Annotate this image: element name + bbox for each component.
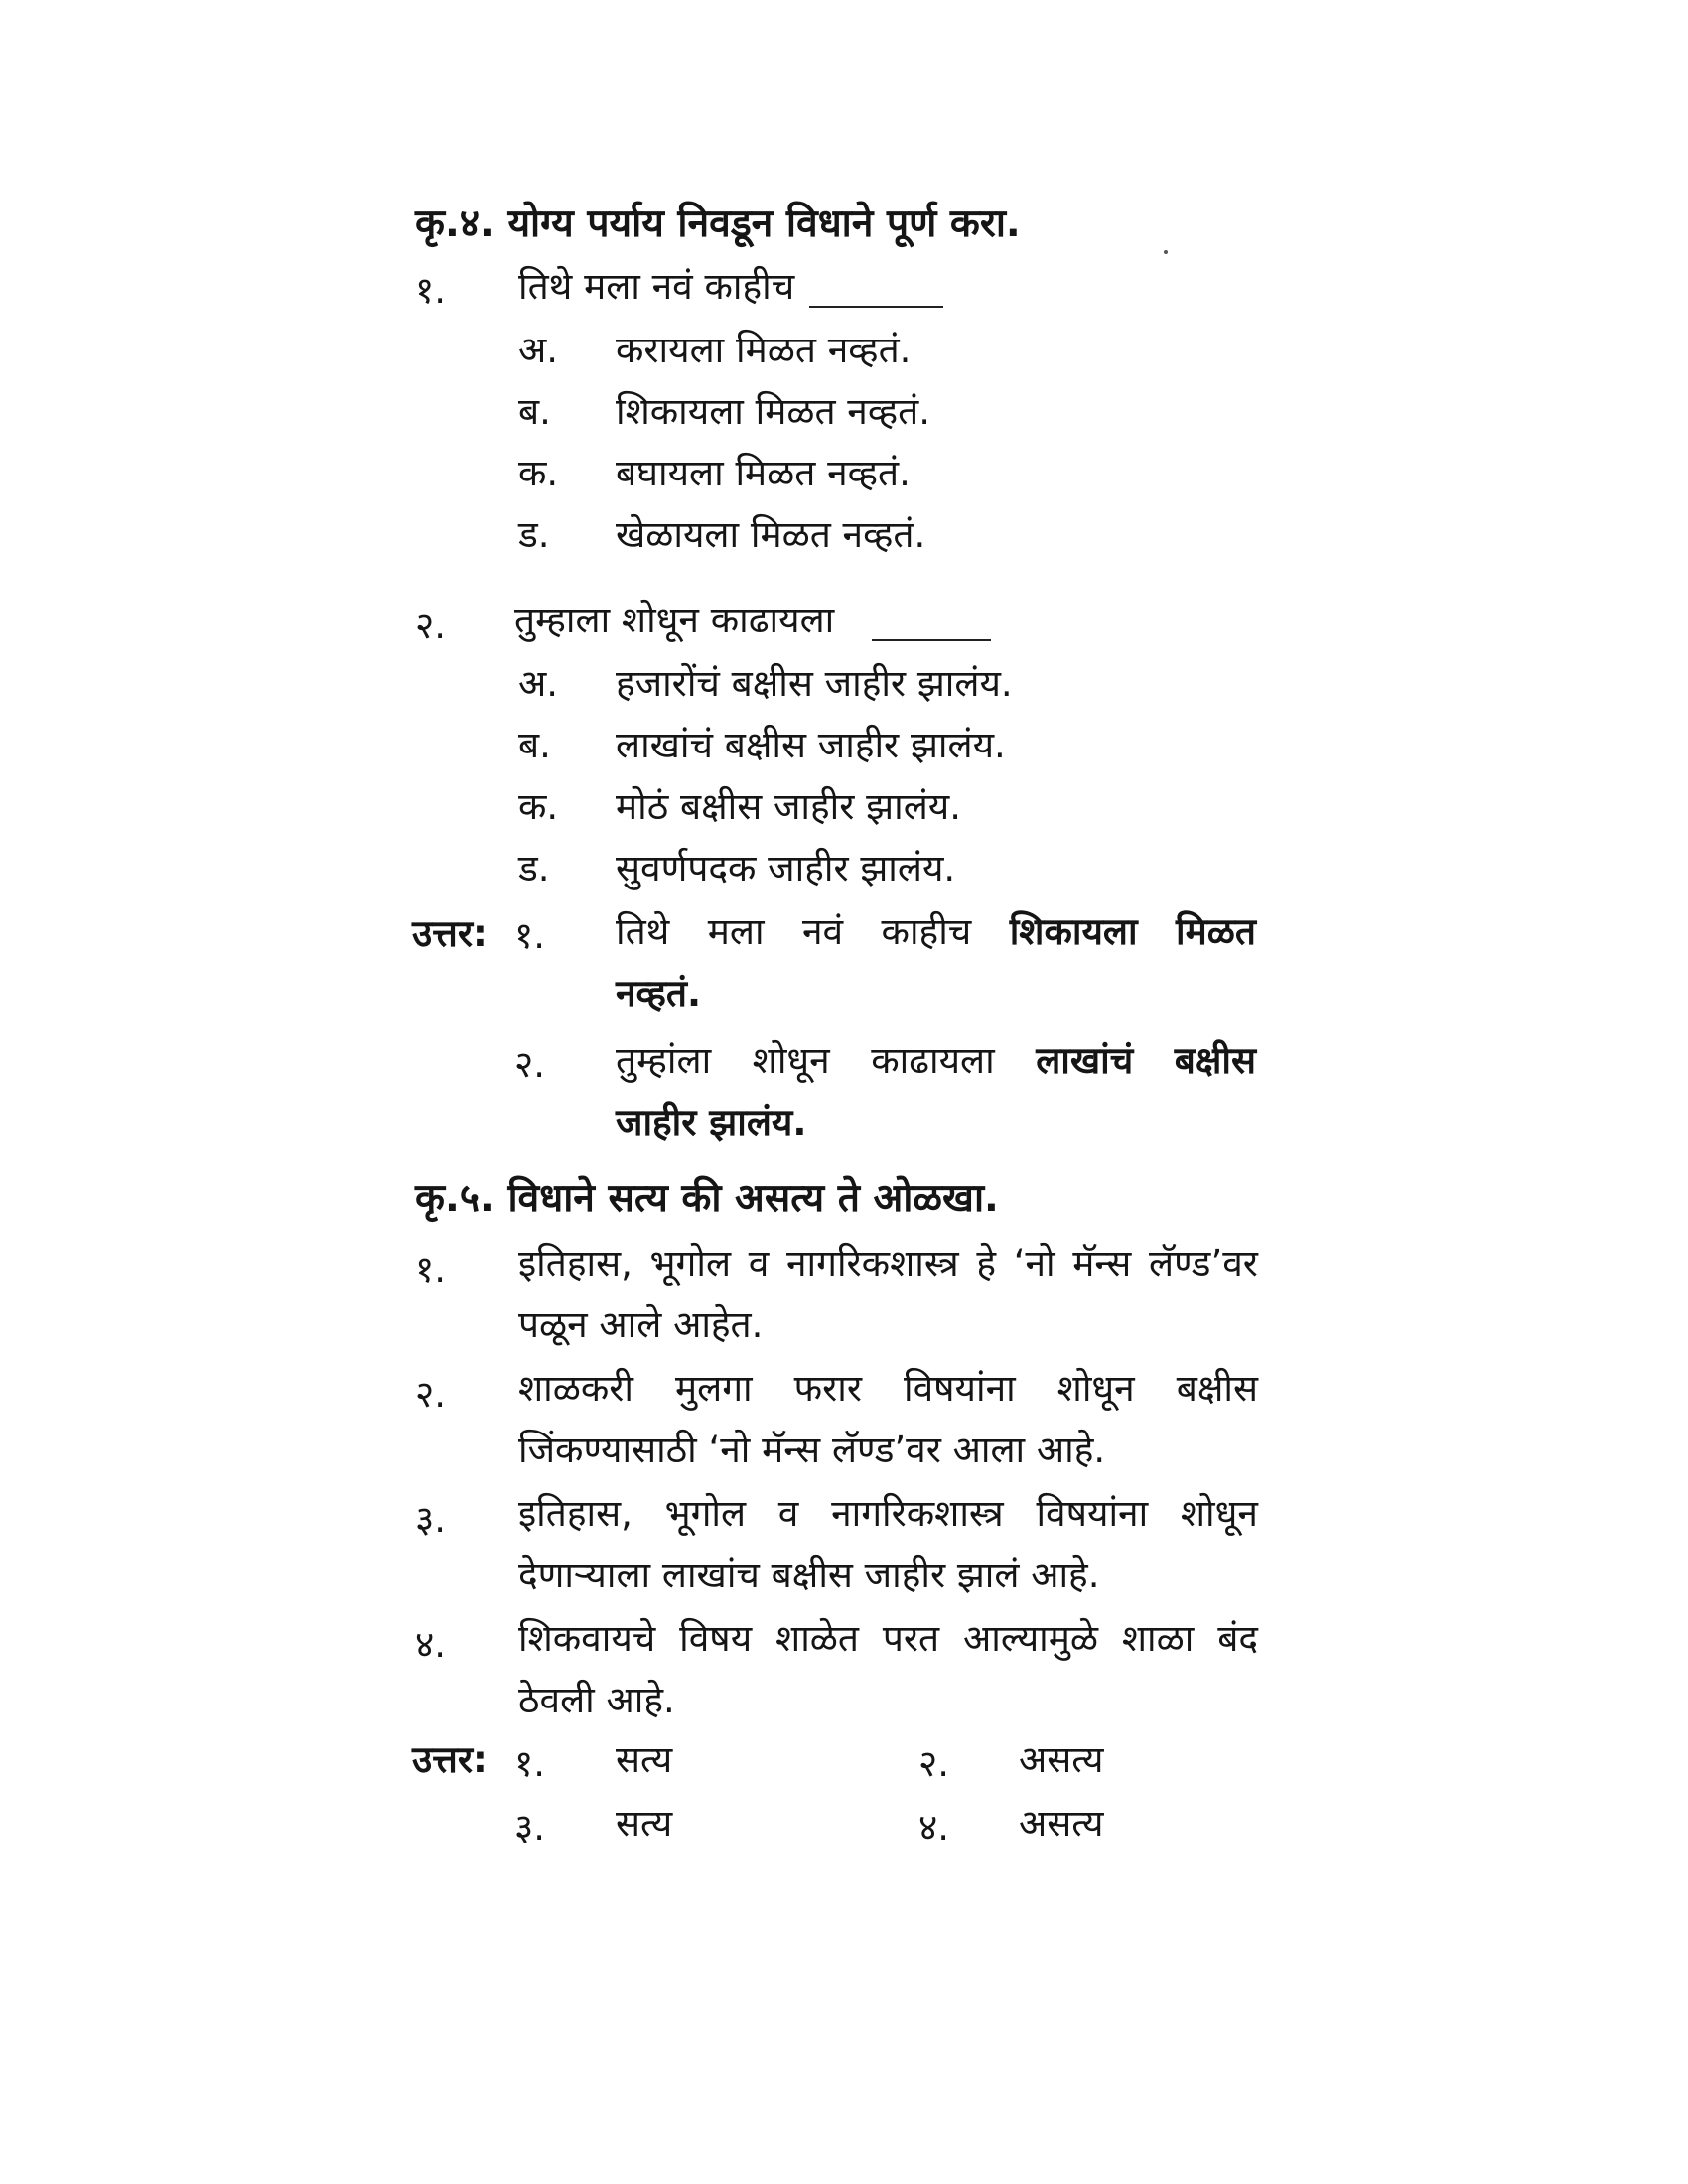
q4-item2-option-b-label: ब. — [518, 724, 551, 766]
word: शोधून — [1056, 1367, 1135, 1410]
word: व — [748, 1242, 770, 1285]
q4-answer1-number: १. — [514, 914, 546, 957]
word: बंद — [1217, 1617, 1258, 1660]
scan-speck — [1164, 250, 1168, 254]
word: विषयांना — [1036, 1492, 1149, 1535]
word: परत — [882, 1617, 940, 1660]
word: तुम्हांला — [616, 1039, 712, 1082]
q5-statement3-line2: देणाऱ्याला लाखांच बक्षीस जाहीर झालं आहे. — [518, 1554, 1100, 1596]
q4-answer2-number: २. — [514, 1043, 546, 1086]
q4-item1-blank — [809, 306, 943, 308]
word: नवं — [802, 910, 844, 953]
q4-answer1-line1 — [616, 910, 1256, 953]
word: शिकवायचे — [518, 1617, 656, 1660]
q4-item1-option-d-label: ड. — [518, 513, 550, 556]
word: लॅण्ड’वर — [1149, 1242, 1258, 1285]
q4-answer2-line2: जाहीर झालंय. — [616, 1101, 807, 1144]
word: आल्यामुळे — [963, 1617, 1099, 1660]
word: मुलगा — [674, 1367, 753, 1410]
q4-answer-label: उत्तर: — [412, 912, 488, 955]
word: विषयांना — [903, 1367, 1016, 1410]
word: काहीच — [881, 910, 972, 953]
q5-statement2-line2: जिंकण्यासाठी ‘नो मॅन्स लॅण्ड’वर आला आहे. — [518, 1429, 1106, 1471]
q4-item1-option-c-text: बघायला मिळत नव्हतं. — [616, 452, 911, 494]
q5-statement4-number: ४. — [415, 1623, 447, 1666]
q4-item1-option-d-text: खेळायला मिळत नव्हतं. — [616, 513, 926, 556]
q5-answer3-number: ३. — [514, 1806, 546, 1848]
q4-item2-option-a-label: अ. — [518, 662, 559, 705]
q5-answer2-value: असत्य — [1019, 1738, 1104, 1781]
word: फरार — [793, 1367, 862, 1410]
word: शाळेत — [775, 1617, 859, 1660]
q4-item1-option-b-label: ब. — [518, 390, 551, 433]
q4-item2-option-b-text: लाखांचं बक्षीस जाहीर झालंय. — [616, 724, 1006, 766]
word: तिथे — [616, 910, 670, 953]
answer-word: शिकायला — [1009, 910, 1138, 953]
q4-item2-option-a-text: हजारोंचं बक्षीस जाहीर झालंय. — [616, 662, 1013, 705]
word: शाळकरी — [518, 1367, 633, 1410]
q4-item2-option-d-label: ड. — [518, 847, 550, 889]
word: शाळा — [1121, 1617, 1195, 1660]
q4-item1-option-a-text: करायला मिळत नव्हतं. — [616, 329, 912, 371]
answer-word: लाखांचं — [1036, 1039, 1134, 1082]
q5-answer1-value: सत्य — [616, 1738, 673, 1781]
word: मॅन्स — [1072, 1242, 1132, 1285]
q4-item1-number: १. — [415, 269, 447, 312]
word: इतिहास, — [518, 1242, 633, 1285]
word: भूगोल — [664, 1492, 747, 1535]
q5-answer3-value: सत्य — [616, 1802, 673, 1844]
answer-word: बक्षीस — [1174, 1039, 1256, 1082]
q5-statement2-number: २. — [415, 1373, 447, 1416]
word: काढायला — [871, 1039, 995, 1082]
q4-answer2-line1 — [616, 1039, 1256, 1082]
q4-item2-number: २. — [415, 605, 447, 647]
q5-statement3-number: ३. — [415, 1498, 447, 1541]
answer-word: मिळत — [1176, 910, 1256, 953]
word: व — [777, 1492, 799, 1535]
q5-statement4-line1 — [518, 1617, 1258, 1660]
q5-statement1-line1 — [518, 1242, 1258, 1285]
q4-item2-stem: तुम्हाला शोधून काढायला — [514, 599, 835, 641]
q4-item1-option-b-text: शिकायला मिळत नव्हतं. — [616, 390, 931, 433]
word: शोधून — [1180, 1492, 1258, 1535]
q5-answer2-number: २. — [918, 1742, 950, 1785]
q5-answer1-number: १. — [514, 1742, 546, 1785]
q5-statement1-number: १. — [415, 1248, 447, 1291]
q5-statement3-line1 — [518, 1492, 1258, 1535]
word: शोधून — [752, 1039, 830, 1082]
q4-item1-option-c-label: क. — [518, 452, 559, 494]
word: मला — [707, 910, 765, 953]
word: भूगोल — [649, 1242, 732, 1285]
q5-statement1-line2: पळून आले आहेत. — [518, 1303, 764, 1346]
q4-item2-option-c-text: मोठं बक्षीस जाहीर झालंय. — [616, 785, 962, 828]
word: इतिहास, — [518, 1492, 633, 1535]
word: हे — [976, 1242, 996, 1285]
word: विषय — [679, 1617, 753, 1660]
q5-answer-label: उत्तर: — [412, 1738, 488, 1781]
q4-item1-option-a-label: अ. — [518, 329, 559, 371]
q5-heading: कृ.५. विधाने सत्य की असत्य ते ओळखा. — [415, 1176, 999, 1221]
word: ‘नो — [1013, 1242, 1055, 1285]
q5-statement2-line1 — [518, 1367, 1258, 1410]
word: नागरिकशास्त्र — [786, 1242, 959, 1285]
q4-item2-option-c-label: क. — [518, 785, 559, 828]
q5-answer4-number: ४. — [918, 1806, 950, 1848]
q5-statement4-line2: ठेवली आहे. — [518, 1679, 675, 1721]
q4-heading: कृ.४. योग्य पर्याय निवडून विधाने पूर्ण करा. — [415, 202, 1021, 246]
q4-item1-stem: तिथे मला नवं काहीच — [518, 265, 795, 308]
q4-item2-option-d-text: सुवर्णपदक जाहीर झालंय. — [616, 847, 956, 889]
word: नागरिकशास्त्र — [831, 1492, 1004, 1535]
q4-item2-blank — [872, 639, 991, 641]
word: बक्षीस — [1176, 1367, 1258, 1410]
q5-answer4-value: असत्य — [1019, 1802, 1104, 1844]
q4-answer1-line2: नव्हतं. — [616, 972, 702, 1015]
